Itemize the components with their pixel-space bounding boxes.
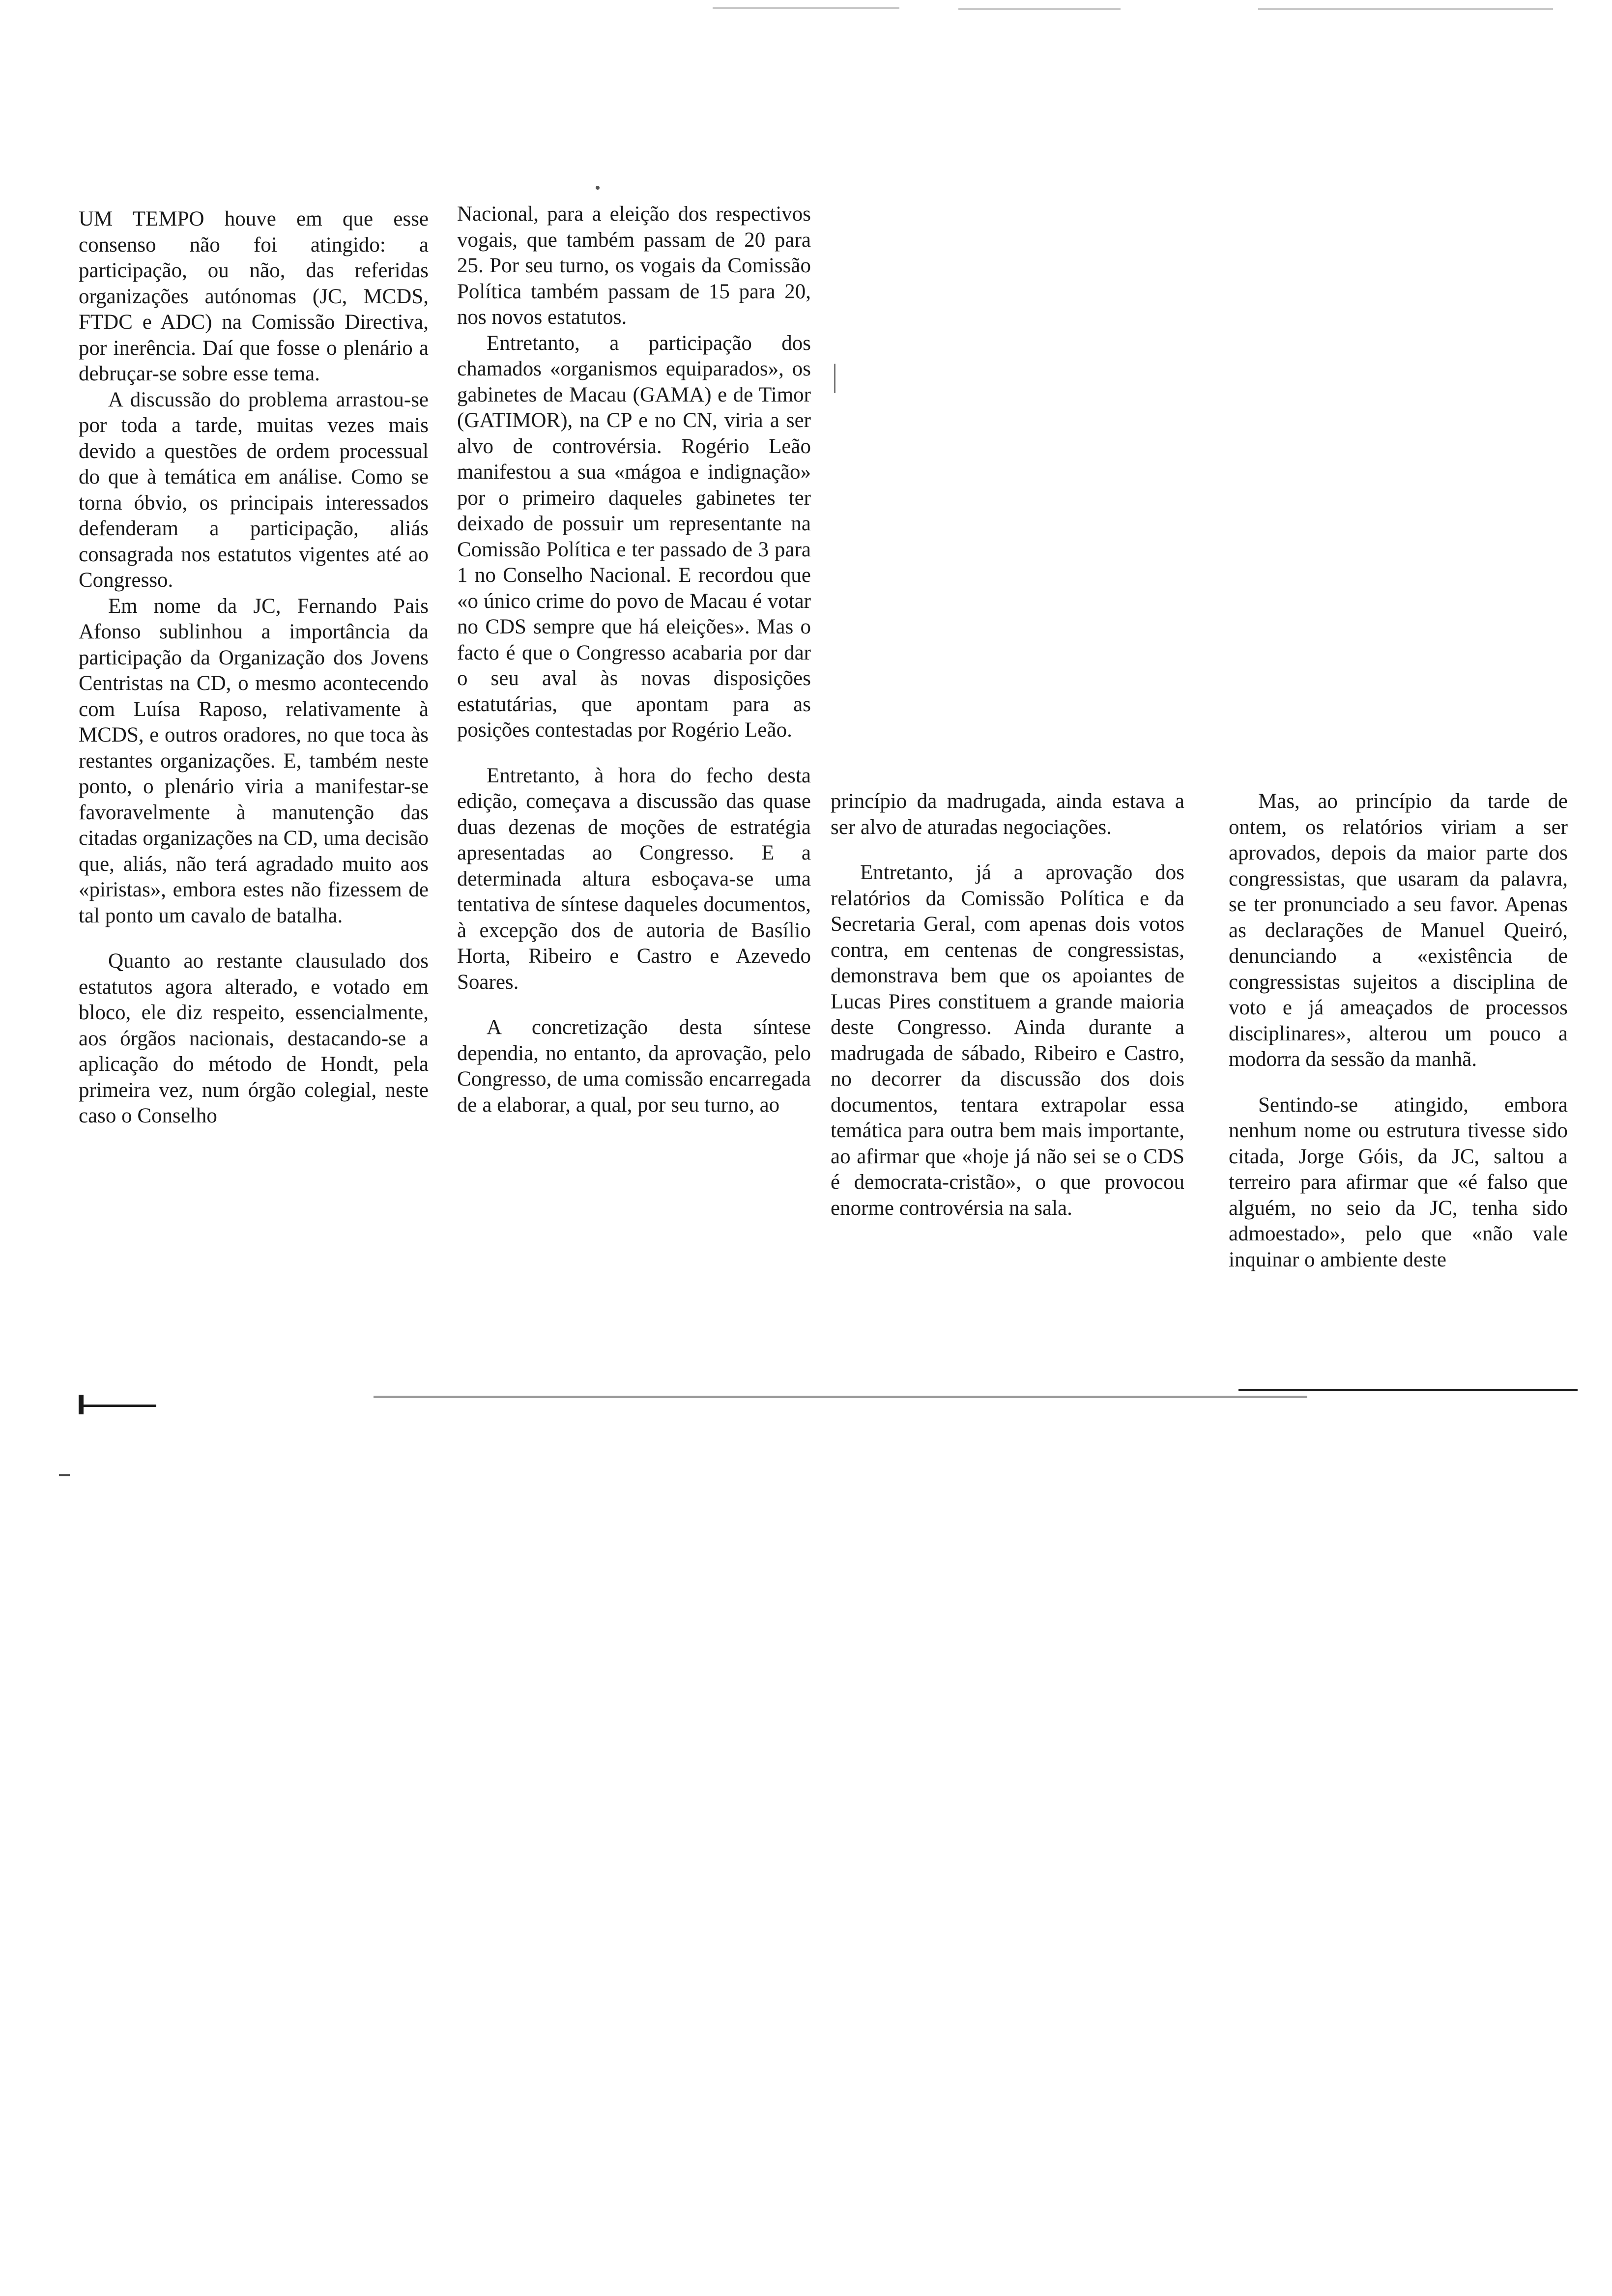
paragraph: A concretização desta síntese dependia, no entanto, da aprovação, pelo Congresso, de uma comissão encarregada de a elaborar, a qual, por seu turno, ao (457, 1016, 811, 1117)
paragraph: Entretanto, já a aprovação dos relatórios da Comissão Política e da Secretaria Geral, com apenas dois votos contra, em centenas de congressistas, demonstrava bem que os apoiantes de Lucas Pires constituem a grande maioria deste Congresso. Ainda durante a madrugada de sábado, Ribeiro e Castro, no decorrer da discussão dos dois documentos, tentara extrapolar essa temática para outra bem mais importante, ao afirmar que «hoje já não sei se o CDS é democrata-cristão», o que provocou enorme controvérsia na sala. (831, 861, 1184, 1220)
paragraph: Em nome da JC, Fernando Pais Afonso sublinhou a importância da participação da Organização dos Jovens Centristas na CD, o mesmo acontecendo com Luísa Raposo, relativamente à MCDS, e outros oradores, no que toca às restantes organizações. E, também neste ponto, o plenário viria a manifestar-se favoravelmente à manutenção das citadas organizações na CD, uma decisão que, aliás, não terá agradado muito aos «piristas», embora estes não fizessem de tal ponto um cavalo de batalha. (79, 594, 429, 927)
paragraph: UM TEMPO houve em que esse consenso não foi atingido: a participação, ou não, das referidas organizações autónomas (JC, MCDS, FTDC e ADC) na Comissão Directiva, por inerência. Daí que fosse o plenário a debruçar-se sobre esse tema. (79, 207, 429, 385)
bottom-scan-noise (374, 1396, 1307, 1398)
top-scan-line-3 (1258, 8, 1553, 10)
text-column-3 (831, 789, 1184, 1221)
paragraph: Nacional, para a eleição dos respectivos vogais, que também passam de 20 para 25. Por seu turno, os vogais da Comissão Política também passam de 15 para 20, nos novos estatutos. (457, 202, 811, 329)
text-column-4 (1229, 789, 1568, 1273)
paragraph: princípio da madrugada, ainda estava a ser alvo de aturadas negociações. (831, 790, 1184, 839)
paragraph: A discussão do problema arrastou-se por toda a tarde, muitas vezes mais devido a questões de ordem processual do que à temática em análise. Como se torna óbvio, os principais interessados defenderam a participação, aliás consagrada nos estatutos vigentes até ao Congresso. (79, 388, 429, 592)
paragraph: Sentindo-se atingido, embora nenhum nome ou estrutura tivesse sido citada, Jorge Góis, da JC, saltou a terreiro para afirmar que «é falso que alguém, no seio da JC, tenha sido admoestado», pelo que «não vale inquinar o ambiente deste (1229, 1093, 1568, 1271)
column-end-marker (79, 1395, 84, 1414)
bottom-rule-left (83, 1405, 156, 1407)
top-scan-line-1 (713, 7, 899, 9)
paragraph: Entretanto, à hora do fecho desta edição, começava a discussão das quase duas dezenas de moções de estratégia apresentadas ao Congresso. E a determinada altura esboçava-se uma tentativa de síntese daqueles documentos, à excepção dos de autoria de Basílio Horta, Ribeiro e Castro e Azevedo Soares. (457, 764, 811, 994)
paragraph: Quanto ao restante clausulado dos estatutos agora alterado, e votado em bloco, ele diz respeito, essencialmente, aos órgãos nacionais, destacando-se a aplicação do método de Hondt, pela primeira vez, num órgão colegial, neste caso o Conselho (79, 949, 429, 1127)
bottom-rule-right (1238, 1389, 1578, 1391)
column-gap-mark (834, 364, 835, 393)
paragraph: Entretanto, a participação dos chamados «organismos equiparados», os gabinetes de Macau (GAMA) e de Timor (GATIMOR), na CP e no CN, viria a ser alvo de controvérsia. Rogério Leão manifestou a sua «mágoa e indignação» por o primeiro daqueles gabinetes ter deixado de possuir um representante na Comissão Política e ter passado de 3 para 1 no Conselho Nacional. E recordou que «o único crime do povo de Macau é votar no CDS sempre que há eleições». Mas o facto é que o Congresso acabaria por dar o seu aval às novas disposições estatutárias, que apontam para as posições contestadas por Rogério Leão. (457, 331, 811, 742)
margin-mark (59, 1474, 70, 1476)
top-speck (596, 186, 600, 190)
top-scan-line-2 (958, 8, 1121, 10)
paragraph: Mas, ao princípio da tarde de ontem, os relatórios viriam a ser aprovados, depois da maior parte dos congressistas, que usaram da palavra, se ter pronunciado a seu favor. Apenas as declarações de Manuel Queiró, denunciando a «existência de congressistas sujeitos a disciplina de voto e já ameaçados de processos disciplinares», alterou um pouco a modorra da sessão da manhã. (1229, 790, 1568, 1071)
text-column-2 (457, 201, 811, 1118)
text-column-1 (79, 206, 429, 1129)
